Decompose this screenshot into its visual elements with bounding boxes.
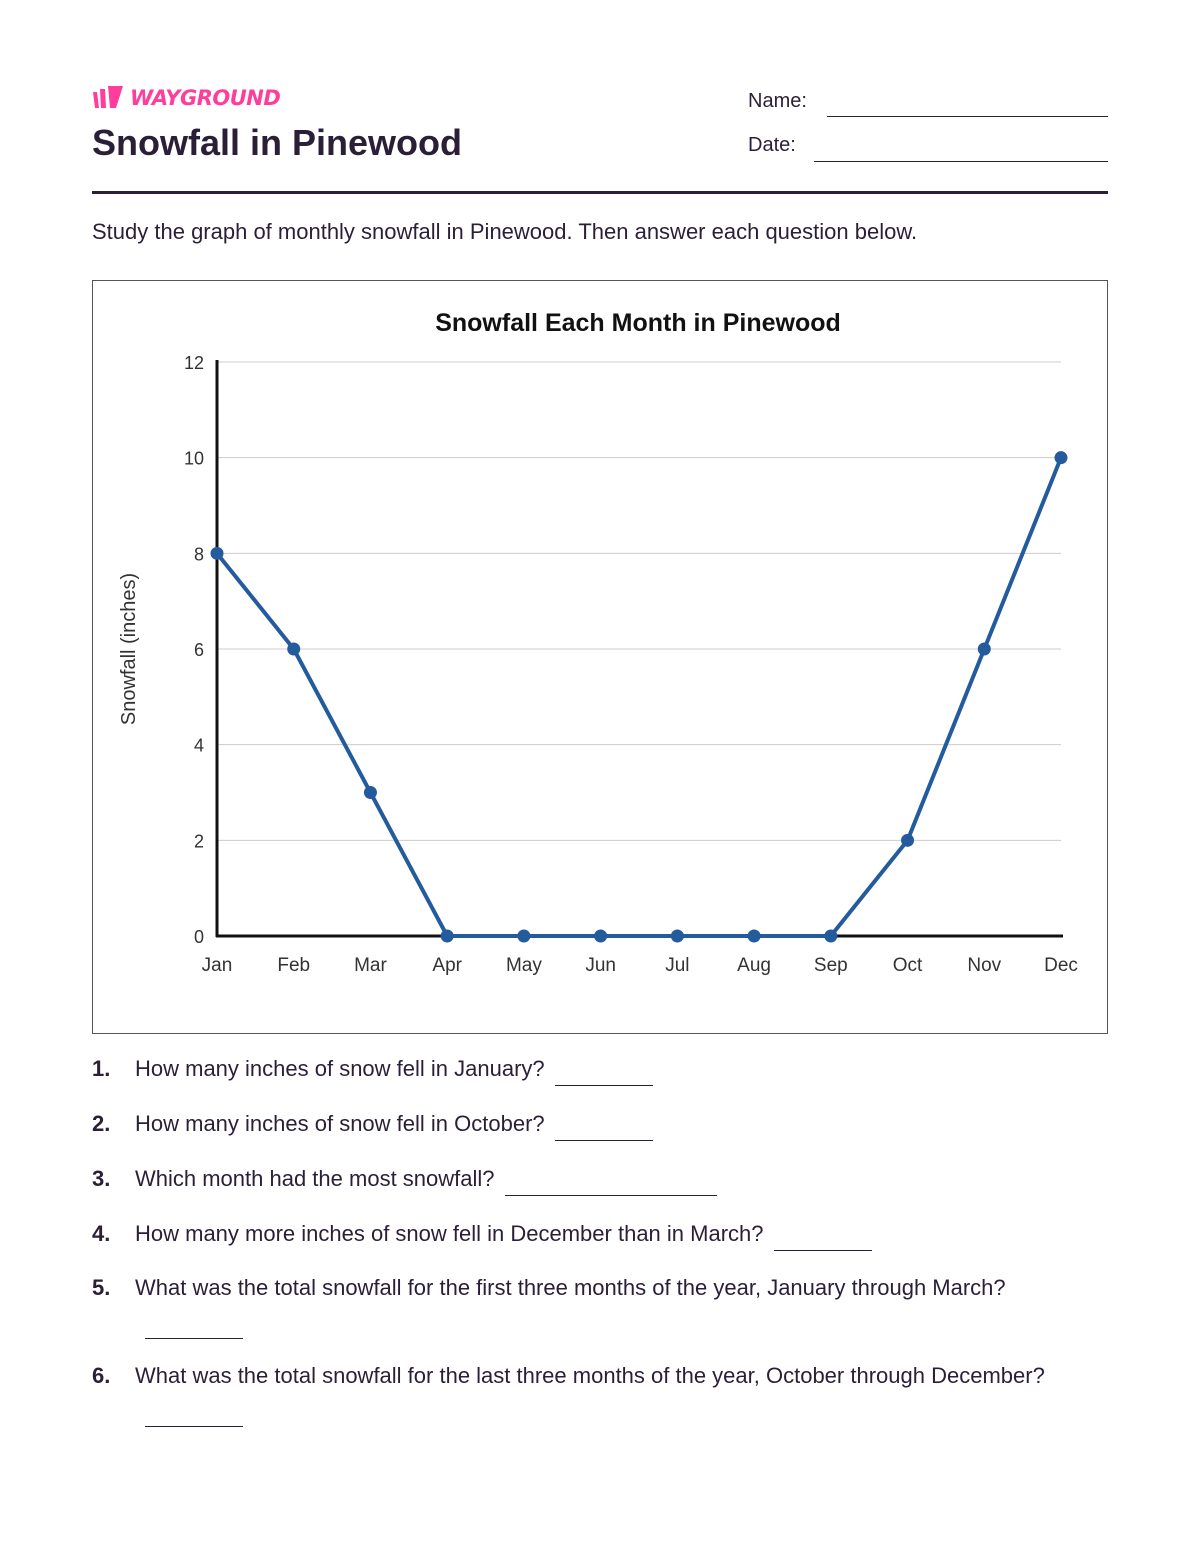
question-number: 2.: [92, 1111, 111, 1136]
x-tick-label: Oct: [892, 955, 923, 976]
question-number: 5.: [92, 1275, 111, 1300]
instructions: Study the graph of monthly snowfall in Pinewood. Then answer each question below.: [92, 219, 918, 244]
data-point-oct: [901, 834, 914, 847]
brand-logo: [92, 86, 280, 110]
question-prompt: What was the total snowfall for the first three months of the year, January through March?: [135, 1275, 1006, 1300]
data-point-aug: [748, 930, 761, 943]
answer-blank[interactable]: [555, 1118, 653, 1141]
brand-name: WAYGROUND: [130, 86, 281, 110]
answer-blank[interactable]: [145, 1404, 243, 1427]
date-field[interactable]: [814, 161, 1108, 162]
answer-blank[interactable]: [774, 1228, 872, 1251]
data-point-jan: [211, 547, 224, 560]
x-tick-label: Mar: [354, 955, 387, 976]
data-point-jun: [594, 930, 607, 943]
series-line: [217, 458, 1061, 936]
question-prompt: Which month had the most snowfall?: [135, 1166, 495, 1191]
chart-title: Snowfall Each Month in Pinewood: [435, 309, 841, 337]
question-text: [135, 1052, 1065, 1086]
question-text: [135, 1359, 1065, 1427]
question-prompt: How many inches of snow fell in January?: [135, 1056, 545, 1081]
header-divider: [92, 191, 1108, 194]
data-point-sep: [824, 930, 837, 943]
question-number: 3.: [92, 1166, 111, 1191]
x-tick-label: Apr: [432, 955, 462, 976]
data-point-apr: [441, 930, 454, 943]
question-text: [135, 1162, 1065, 1196]
x-tick-label: Jul: [665, 955, 690, 976]
question-text: [135, 1217, 1065, 1251]
data-point-feb: [287, 643, 300, 656]
snowfall-line-chart: [93, 281, 1107, 1033]
name-label: Name:: [748, 90, 807, 112]
wayground-logo-icon: [92, 86, 124, 110]
y-tick-label: 2: [193, 831, 204, 852]
question-prompt: How many inches of snow fell in October?: [135, 1111, 545, 1136]
data-point-may: [517, 930, 530, 943]
x-tick-label: Nov: [967, 955, 1002, 976]
data-point-dec: [1055, 451, 1068, 464]
question-number: 1.: [92, 1056, 111, 1081]
y-tick-label: 6: [193, 640, 204, 660]
y-tick-label: 0: [193, 927, 204, 947]
y-tick-label: 8: [193, 544, 204, 565]
data-point-jul: [671, 930, 684, 943]
x-tick-label: Jun: [585, 955, 616, 976]
y-tick-label: 4: [193, 735, 204, 756]
question-prompt: How many more inches of snow fell in December than in March?: [135, 1221, 764, 1246]
x-tick-label: Feb: [277, 955, 311, 976]
answer-blank[interactable]: [145, 1316, 243, 1339]
x-tick-label: Jan: [201, 955, 233, 976]
answer-blank[interactable]: [555, 1063, 653, 1086]
answer-blank[interactable]: [505, 1173, 717, 1196]
x-tick-label: Dec: [1044, 955, 1078, 976]
x-tick-label: Sep: [813, 955, 848, 976]
chart-container: [92, 280, 1108, 1034]
data-point-mar: [364, 786, 377, 799]
question-text: [135, 1271, 1065, 1339]
y-tick-label: 10: [183, 448, 204, 469]
x-tick-label: Aug: [737, 955, 771, 976]
x-tick-label: May: [505, 955, 542, 976]
question-number: 4.: [92, 1221, 111, 1246]
y-tick-label: 12: [183, 353, 204, 373]
name-field[interactable]: [827, 116, 1108, 117]
date-label: Date:: [748, 134, 796, 156]
question-text: [135, 1107, 1065, 1141]
question-prompt: What was the total snowfall for the last three months of the year, October through December?: [135, 1363, 1045, 1388]
question-number: 6.: [92, 1363, 111, 1388]
data-point-nov: [978, 643, 991, 656]
page-title: Snowfall in Pinewood: [92, 122, 463, 163]
y-axis-label: Snowfall (inches): [118, 572, 140, 726]
